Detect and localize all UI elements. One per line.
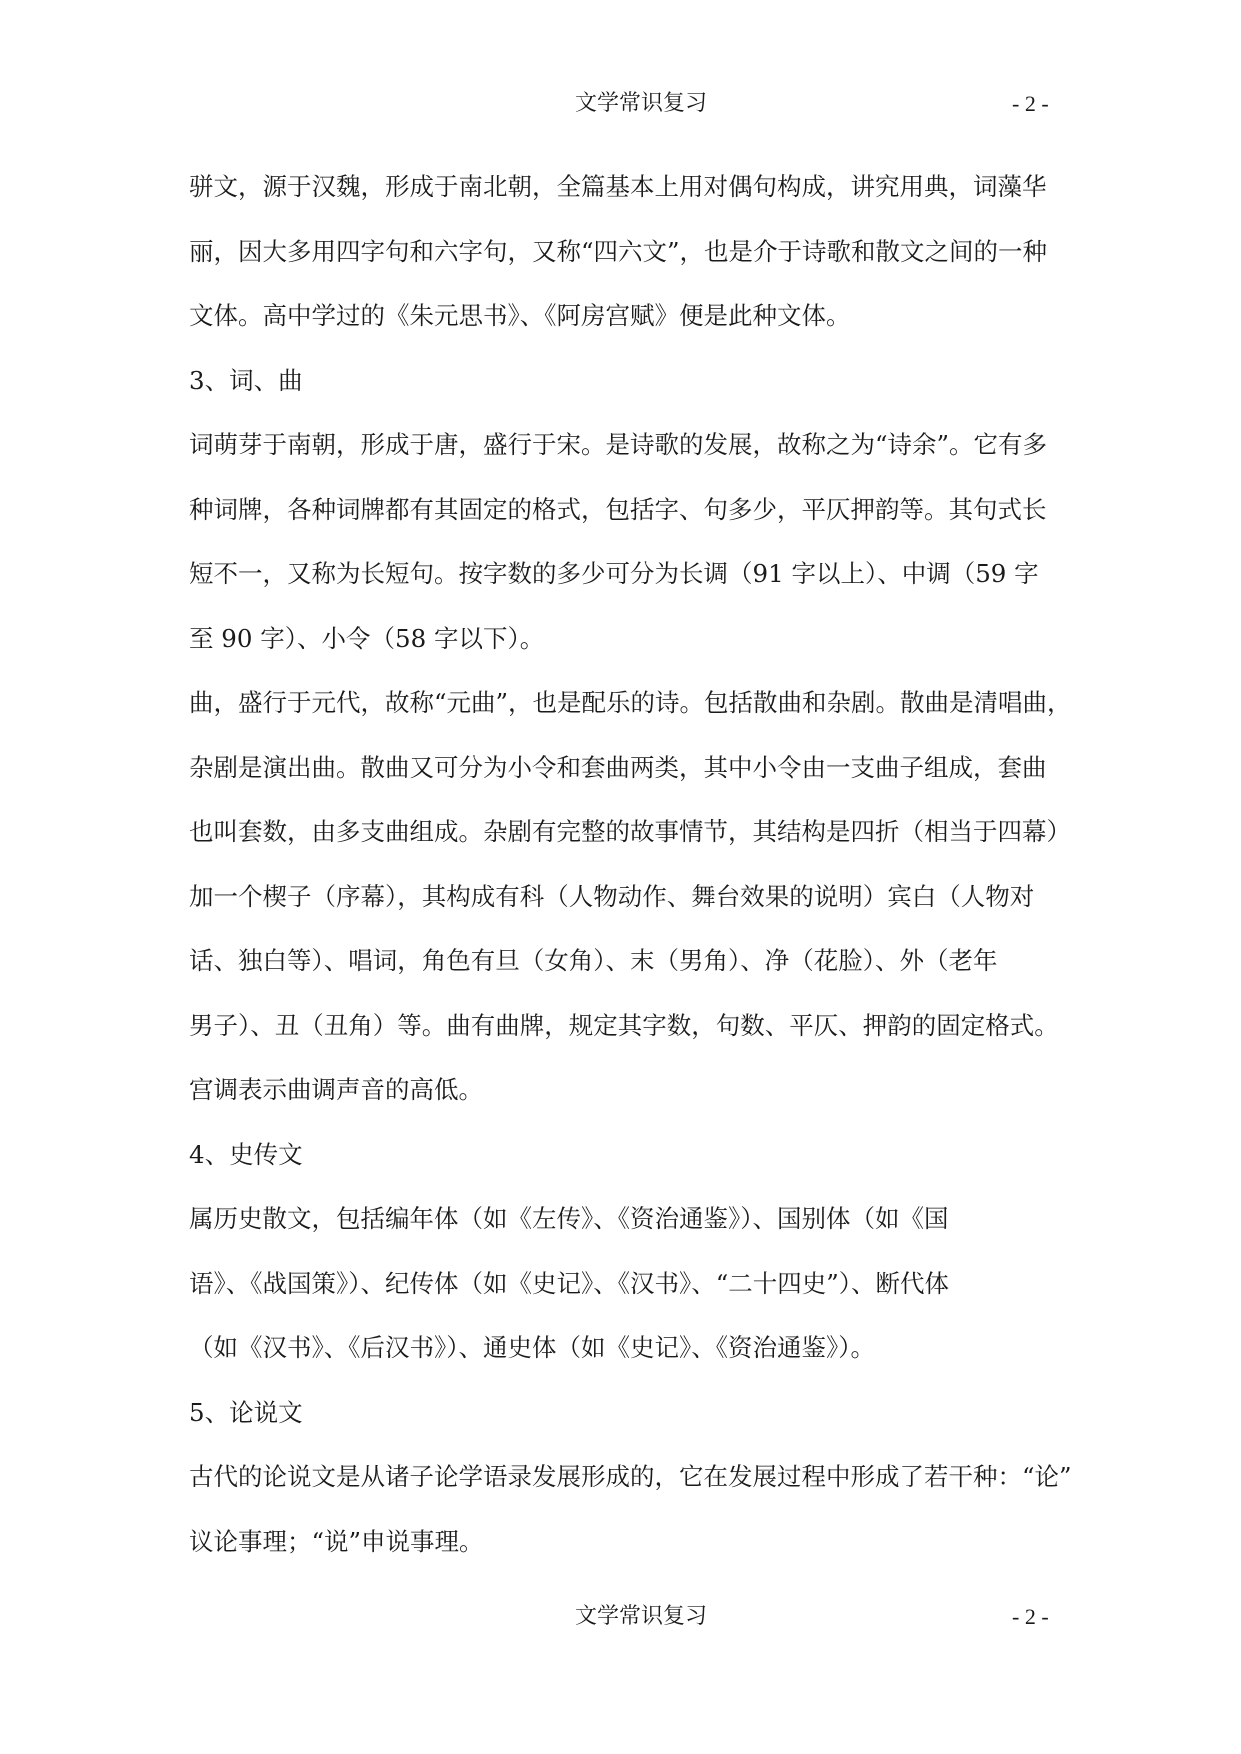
header-title: 文学常识复习 <box>575 91 708 116</box>
text-line: 丽，因大多用四字句和六字句，又称“四六文”，也是介于诗歌和散文之间的一种 <box>189 236 1048 266</box>
text-line: 种词牌，各种词牌都有其固定的格式，包括字、句多少，平仄押韵等。其句式长 <box>189 494 1047 524</box>
text-line: 杂剧是演出曲。散曲又可分为小令和套曲两类，其中小令由一支曲子组成，套曲 <box>189 752 1047 782</box>
text-line: 加一个楔子（序幕），其构成有科（人物动作、舞台效果的说明）宾白（人物对 <box>189 881 1035 911</box>
text-line: 宫调表示曲调声音的高低。 <box>189 1075 483 1104</box>
footer-title: 文学常识复习 <box>575 1604 708 1629</box>
text-line: 至 90 字）、小令（58 字以下）。 <box>189 623 545 653</box>
text-line: 属历史散文，包括编年体（如《左传》、《资治通鉴》）、国别体（如《国 <box>189 1204 949 1233</box>
page-footer <box>0 1597 1241 1637</box>
page-header <box>0 84 1241 124</box>
text-line: 文体。高中学过的《朱元思书》、《阿房宫赋》便是此种文体。 <box>189 301 851 330</box>
text-line: 短不一，又称为长短句。按字数的多少可分为长调（91 字以上）、中调（59 字 <box>189 559 1039 588</box>
text-line: 词萌芽于南朝，形成于唐，盛行于宋。是诗歌的发展，故称之为“诗余”。它有多 <box>189 430 1048 459</box>
text-line: 曲，盛行于元代，故称“元曲”，也是配乐的诗。包括散曲和杂剧。散曲是清唱曲， <box>189 688 1072 717</box>
text-line: 话、独白等）、唱词，角色有旦（女角）、末（男角）、净（花脸）、外（老年 <box>189 946 998 975</box>
section-heading: 4、史传文 <box>189 1139 303 1169</box>
footer-page-number: - 2 - <box>1012 1604 1049 1629</box>
text-line: （如《汉书》、《后汉书》）、通史体（如《史记》、《资治通鉴》）。 <box>189 1333 875 1362</box>
text-line: 议论事理；“说”申说事理。 <box>189 1526 484 1556</box>
document-body <box>189 155 1072 1574</box>
text-line: 古代的论说文是从诸子论学语录发展形成的，它在发展过程中形成了若干种：“论” <box>189 1462 1072 1491</box>
text-line: 骈文，源于汉魏，形成于南北朝，全篇基本上用对偶句构成，讲究用典，词藻华 <box>189 172 1047 201</box>
text-line: 语》、《战国策》）、纪传体（如《史记》、《汉书》、“二十四史”）、断代体 <box>189 1268 950 1298</box>
text-line: 男子）、丑（丑角）等。曲有曲牌，规定其字数，句数、平仄、押韵的固定格式。 <box>189 1010 1059 1040</box>
section-heading: 5、论说文 <box>189 1397 303 1427</box>
section-heading: 3、词、曲 <box>189 365 303 395</box>
text-line: 也叫套数，由多支曲组成。杂剧有完整的故事情节，其结构是四折（相当于四幕） <box>189 817 1071 846</box>
header-page-number: - 2 - <box>1012 91 1049 116</box>
